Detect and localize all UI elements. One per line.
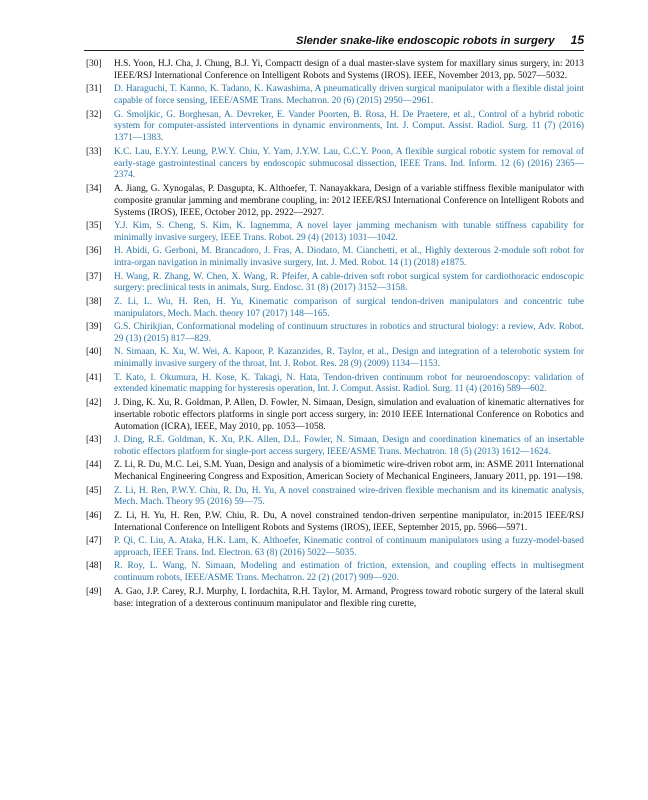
page-number: 15 [570,33,584,47]
reference-label: [35] [86,220,102,231]
reference-item[interactable] [84,84,584,108]
reference-link[interactable]: Z. Li, L. Wu, H. Ren, H. Yu, Kinematic comparison of surgical tendon-driven manipulators and concentric tube manipulators, Mech. Mach. theory 107 (2017) 148—165. [114,296,584,319]
reference-text: A. Gao, J.P. Carey, R.J. Murphy, I. Iordachita, R.H. Taylor, M. Armand, Progress toward robotic surgery of the lateral skull base: integration of a dexterous continuum manipulator and flexible ring curette, [114,586,584,609]
reference-link[interactable]: N. Simaan, K. Xu, W. Wei, A. Kapoor, P. Kazanzides, R. Taylor, et al., Design and integration of a telerobotic system for minimally invasive surgery of the throat, Int. J. Robot. Res. 28 (9) (2009) 1134—1153. [114,347,584,370]
reference-item[interactable] [84,147,584,183]
reference-item [84,184,584,220]
reference-label: [46] [86,510,102,521]
reference-item [84,587,584,611]
reference-item[interactable] [84,347,584,371]
reference-link[interactable]: H. Wang, R. Zhang, W. Chen, X. Wang, R. Pfeifer, A cable-driven soft robot surgical system for cardiothoracic endoscopic surgery: preclinical tests in animals, Surg. Endosc. 31 (8) (2017) 3152—3158. [114,271,584,294]
running-header [84,33,584,51]
reference-item[interactable] [84,561,584,585]
reference-label: [40] [86,347,102,358]
reference-list [84,59,584,612]
reference-label: [41] [86,372,102,383]
reference-link[interactable]: G.S. Chirikjian, Conformational modeling of continuum structures in robotics and structural biology: a review, Adv. Robot. 29 (13) (2015) 817—829. [114,322,584,344]
reference-item[interactable] [84,272,584,296]
reference-item[interactable] [84,322,584,346]
reference-item [84,460,584,484]
reference-label: [48] [86,561,102,572]
reference-label: [42] [86,397,102,408]
reference-item[interactable] [84,246,584,270]
reference-text: A. Jiang, G. Xynogalas, P. Dasgupta, K. Althoefer, T. Nanayakkara, Design of a variable stiffness flexible manipulator with composite granular jamming and membrane coupling, in: 2012 IEEE/RSJ International Conference on Intelligent Robots and Systems (IROS), IEEE, October 2012, pp. 2922—2927. [114,183,584,218]
reference-item[interactable] [84,373,584,397]
reference-item[interactable] [84,221,584,245]
reference-item[interactable] [84,435,584,459]
reference-item[interactable] [84,110,584,146]
reference-link[interactable]: Z. Li, H. Ren, P.W.Y. Chiu, R. Du, H. Yu, A novel constrained wire-driven flexible mechanism and its kinematic analysis, Mech. Mach. Theory 95 (2016) 59—75. [114,485,584,508]
reference-link[interactable]: K.C. Lau, E.Y.Y. Leung, P.W.Y. Chiu, Y. Yam, J.Y.W. Lau, C.C.Y. Poon, A flexible surgical robotic system for removal of early-stage gastrointestinal cancers by endoscopic submucosal dissection, IEEE Trans. Ind. Inform. 12 (6) (2016) 2365—2374. [114,146,584,181]
reference-item[interactable] [84,536,584,560]
reference-label: [47] [86,536,102,547]
reference-label: [30] [86,59,102,69]
running-title: Slender snake-like endoscopic robots in surgery [296,35,555,47]
reference-label: [44] [86,460,102,471]
reference-label: [31] [86,84,102,95]
reference-label: [43] [86,435,102,446]
reference-label: [34] [86,183,102,194]
reference-label: [38] [86,296,102,307]
reference-text: Z. Li, H. Yu, H. Ren, P.W. Chiu, R. Du, A novel constrained tendon-driven serpentine manipulator, in:2015 IEEE/RSJ International Conference on Intelligent Robots and Systems (IROS), IEEE, September 2015, pp. 5966—5971. [114,510,584,533]
reference-link[interactable]: D. Haraguchi, T. Kanno, K. Tadano, K. Kawashima, A pneumatically driven surgical manipulator with a flexible distal joint capable of force sensing, IEEE/ASME Trans. Mechatron. 20 (6) (2015) 2950—2961. [114,84,584,107]
reference-item[interactable] [84,297,584,321]
reference-label: [37] [86,271,102,282]
header-rule [84,50,584,51]
reference-label: [36] [86,246,102,257]
reference-text: Z. Li, R. Du, M.C. Lei, S.M. Yuan, Design and analysis of a biomimetic wire-driven robot arm, in: ASME 2011 International Mechanical Engineering Congress and Exposition, American Society of Mechanical Engineers, January 2011, pp. 191—198. [114,460,584,483]
reference-link[interactable]: T. Kato, I. Okumura, H. Kose, K. Takagi, N. Hata, Tendon-driven continuum robot for neuroendoscopy: validation of extended kinematic mapping for hysteresis operation, Int. J. Comput. Assist. Radiol. Surg. 11 (4) (2016) 589—602. [114,372,584,395]
reference-item [84,59,584,83]
reference-link[interactable]: J. Ding, R.E. Goldman, K. Xu, P.K. Allen, D.L. Fowler, N. Simaan, Design and coordination kinematics of an insertable robotic effectors platform for single-port access surgery, IEEE/ASME Trans. Mechatron. 18 (5) (2013) 1612—1624. [114,435,584,457]
reference-link[interactable]: G. Smoljkic, G. Borghesan, A. Devreker, E. Vander Poorten, B. Rosa, H. De Praetere, et al., Control of a hybrid robotic system for computer-assisted interventions in dynamic environments, Int. J. Comput. Assist. Radiol. Surg. 11 (7) (2016) 1371—1383. [114,109,584,144]
reference-link[interactable]: H. Abidi, G. Gerboni, M. Brancadoro, J. Fras, A. Diodato, M. Cianchetti, et al., Highly dexterous 2-module soft robot for intra-organ navigation in minimally invasive surgery, Int. J. Med. Robot. 14 (1) (2018) e1875. [114,246,584,269]
reference-label: [33] [86,146,102,157]
reference-label: [32] [86,109,102,120]
reference-item [84,398,584,434]
reference-item [84,511,584,535]
reference-link[interactable]: R. Roy, L. Wang, N. Simaan, Modeling and estimation of friction, extension, and coupling effects in multisegment continuum robots, IEEE/ASME Trans. Mechatron. 22 (2) (2017) 909—920. [114,561,584,584]
reference-link[interactable]: P. Qi, C. Liu, A. Ataka, H.K. Lam, K. Althoefer, Kinematic control of continuum manipulators using a fuzzy-model-based approach, IEEE Trans. Ind. Electron. 63 (8) (2016) 5022—5035. [114,536,584,558]
reference-label: [45] [86,485,102,496]
reference-text: J. Ding, K. Xu, R. Goldman, P. Allen, D. Fowler, N. Simaan, Design, simulation and evaluation of kinematic alternatives for insertable robotic effectors platforms in single port access surgery, in: 2010 IEEE International Conference on Robotics and Automation (ICRA), IEEE, May 2010, pp. 1053—1058. [114,397,584,432]
reference-text: H.S. Yoon, H.J. Cha, J. Chung, B.J. Yi, Compactt design of a dual master-slave system for maxillary sinus surgery, in: 2013 IEEE/RSJ International Conference on Intelligent Robots and Systems (IROS). IEEE, November 2013, pp. 5027—5032. [114,59,584,81]
reference-label: [39] [86,322,102,333]
reference-label: [49] [86,586,102,597]
reference-item[interactable] [84,486,584,510]
reference-link[interactable]: Y.J. Kim, S. Cheng, S. Kim, K. Iagnemma, A novel layer jamming mechanism with tunable stiffness capability for minimally invasive surgery, IEEE Trans. Robot. 29 (4) (2013) 1031—1042. [114,220,584,243]
